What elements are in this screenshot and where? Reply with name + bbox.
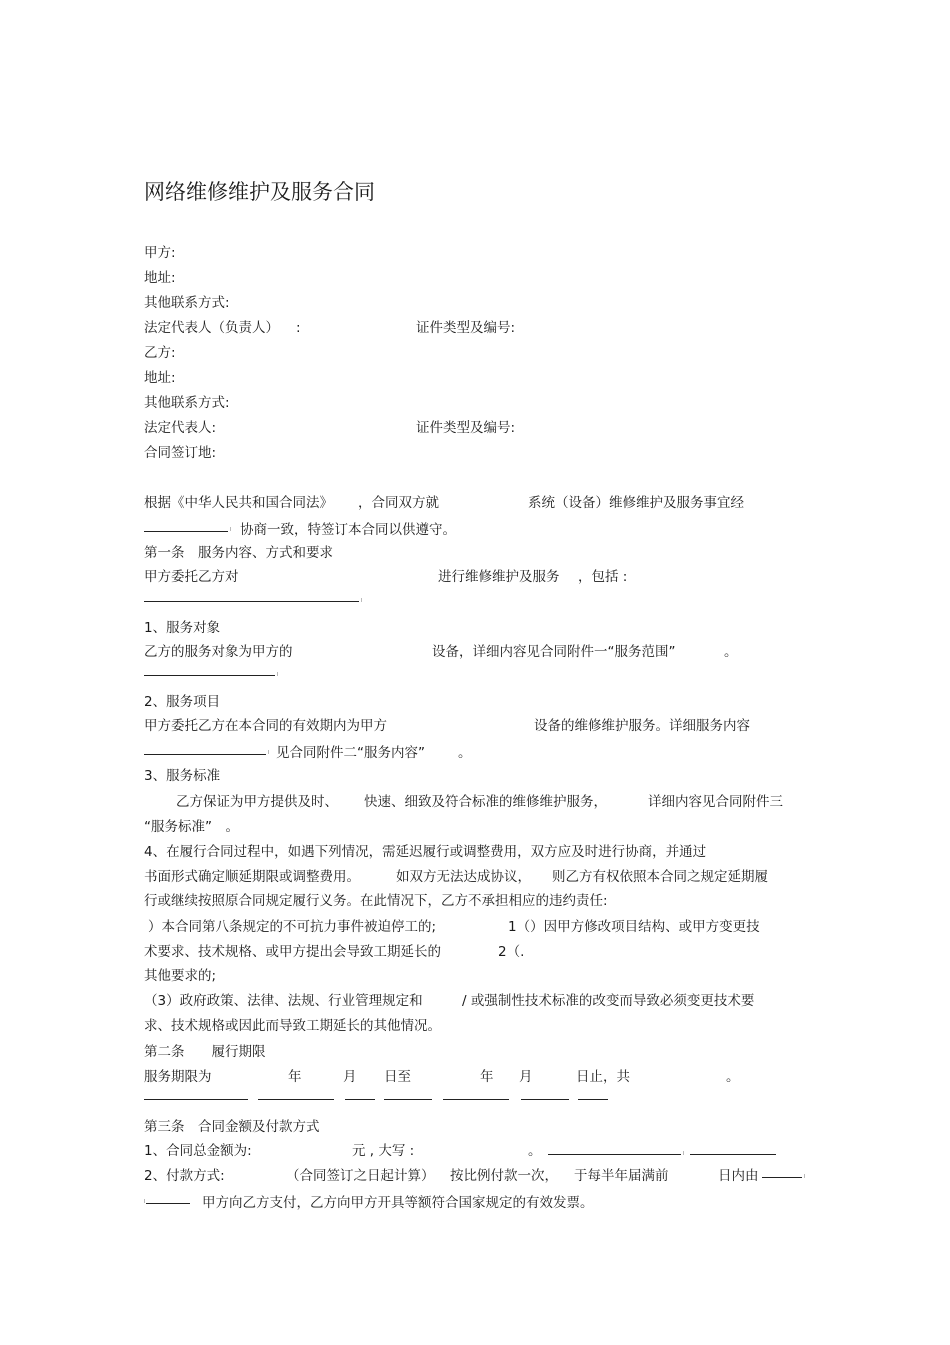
party-b-rep-label: 法定代表人: xyxy=(144,420,217,436)
clause-4-line-d1: ）本合同第八条规定的不可抗力事件被迫停工的; xyxy=(148,919,437,935)
intro-text-d: 协商一致，特签订本合同以供遵守。 xyxy=(240,522,456,538)
clause-4-line-g1: （3）政府政策、法律、法规、行业管理规定和 xyxy=(144,993,423,1009)
intro-text-b: ，合同双方就 xyxy=(358,495,439,511)
blank-underline xyxy=(258,1099,334,1100)
clause-4-line-d2: 1（）因甲方修改项目结构、或甲方变更技 xyxy=(508,919,760,935)
party-a-contact-label: 其他联系方式: xyxy=(144,295,230,311)
service-standard-d: “服务标准” 。 xyxy=(144,819,239,835)
blank-tick xyxy=(277,672,278,676)
blank-underline xyxy=(144,531,228,532)
blank-tick xyxy=(268,750,269,754)
service-items-b: 设备的维修维护服务。详细服务内容 xyxy=(534,718,750,734)
term-day-end: 日止，共 xyxy=(576,1069,630,1085)
blank-tick xyxy=(804,1174,805,1178)
blank-underline xyxy=(548,1154,681,1155)
party-a-address-label: 地址: xyxy=(144,270,176,286)
service-standard-c: 详细内容见合同附件三 xyxy=(648,794,783,810)
term-period: 。 xyxy=(726,1069,740,1085)
clause-4-line-e2: 2（. xyxy=(498,944,525,960)
service-items-c: 见合同附件二“服务内容” xyxy=(276,745,425,761)
payment-within-days: 日内由 xyxy=(718,1168,759,1184)
blank-underline xyxy=(762,1177,802,1178)
article-1-heading: 第一条 服务内容、方式和要求 xyxy=(144,545,333,561)
service-object-c: 。 xyxy=(724,644,738,660)
clause-4-line-h: 求、技术规格或因此而导致工期延长的其他情况。 xyxy=(144,1018,441,1034)
art1-line1-a: 甲方委托乙方对 xyxy=(144,569,239,585)
term-year-1: 年 xyxy=(288,1069,302,1085)
total-amount-label: 1、合同总金额为: xyxy=(144,1143,252,1159)
art1-line1-c: ，包括 : xyxy=(578,569,628,585)
clause-4-line-a: 4、在履行合同过程中，如遇下列情况，需延迟履行或调整费用，双方应及时进行协商，并通过 xyxy=(144,844,707,860)
clause-4-line-e1: 术要求、技术规格、或甲方提出会导致工期延长的 xyxy=(144,944,441,960)
service-standard-title: 3、服务标准 xyxy=(144,768,221,784)
blank-underline xyxy=(144,675,275,676)
blank-underline xyxy=(144,1099,248,1100)
payment-label: 2、付款方式: xyxy=(144,1168,225,1184)
service-standard-b: 快速、细致及符合标准的维修维护服务， xyxy=(364,794,607,810)
blank-underline xyxy=(144,754,266,755)
clause-4-line-g2: / 或强制性技术标准的改变而导致必须变更技术要 xyxy=(462,993,755,1009)
party-b-id-label: 证件类型及编号: xyxy=(416,420,516,436)
party-b-label: 乙方: xyxy=(144,345,176,361)
document-title: 网络维修维护及服务合同 xyxy=(144,180,375,204)
total-amount-capital: 元 , 大写 : xyxy=(352,1143,415,1159)
party-a-rep-colon: : xyxy=(296,320,301,336)
party-b-address-label: 地址: xyxy=(144,370,176,386)
payment-from-date: （合同签订之日起计算） xyxy=(286,1168,435,1184)
service-object-b: 设备，详细内容见合同附件一“服务范围” xyxy=(432,644,676,660)
term-label: 服务期限为 xyxy=(144,1069,212,1085)
sign-place-label: 合同签订地: xyxy=(144,445,217,461)
total-amount-period: 。 xyxy=(528,1143,542,1159)
service-items-d: 。 xyxy=(458,745,472,761)
blank-underline xyxy=(146,1203,190,1204)
service-items-title: 2、服务项目 xyxy=(144,694,221,710)
term-year-2: 年 xyxy=(480,1069,494,1085)
blank-underline xyxy=(521,1099,569,1100)
blank-tick xyxy=(230,527,231,531)
clause-4-line-b2: 如双方无法达成协议， xyxy=(396,869,531,885)
party-b-contact-label: 其他联系方式: xyxy=(144,395,230,411)
art1-line1-b: 进行维修维护及服务 xyxy=(438,569,560,585)
clause-4-line-b1: 书面形式确定顺延期限或调整费用。 xyxy=(144,869,360,885)
intro-text-a: 根据《中华人民共和国合同法》 xyxy=(144,495,333,511)
article-3-heading: 第三条 合同金额及付款方式 xyxy=(144,1119,320,1135)
service-object-a: 乙方的服务对象为甲方的 xyxy=(144,644,293,660)
payment-proportion: 按比例付款一次， xyxy=(450,1168,558,1184)
blank-underline xyxy=(443,1099,509,1100)
blank-tick xyxy=(361,598,362,602)
term-month-1: 月 xyxy=(343,1069,357,1085)
clause-4-line-f: 其他要求的; xyxy=(144,968,217,984)
blank-underline xyxy=(578,1099,608,1100)
clause-4-line-b3: 则乙方有权依照本合同之规定延期履 xyxy=(552,869,768,885)
blank-underline xyxy=(690,1154,776,1155)
term-day-to: 日至 xyxy=(384,1069,411,1085)
article-2-heading: 第二条 履行期限 xyxy=(144,1044,266,1060)
party-a-rep-label: 法定代表人（负责人） xyxy=(144,320,279,336)
service-items-a: 甲方委托乙方在本合同的有效期内为甲方 xyxy=(144,718,387,734)
payment-invoice-text: 甲方向乙方支付，乙方向甲方开具等额符合国家规定的有效发票。 xyxy=(202,1195,594,1211)
term-month-2: 月 xyxy=(519,1069,533,1085)
party-a-label: 甲方: xyxy=(144,245,176,261)
intro-text-c: 系统（设备）维修维护及服务事宜经 xyxy=(528,495,744,511)
service-standard-a: 乙方保证为甲方提供及时、 xyxy=(176,794,338,810)
service-object-title: 1、服务对象 xyxy=(144,620,221,636)
blank-underline xyxy=(384,1099,432,1100)
blank-underline xyxy=(144,601,359,602)
payment-half-year: 于每半年届满前 xyxy=(574,1168,669,1184)
blank-underline xyxy=(345,1099,375,1100)
clause-4-line-c: 行或继续按照原合同规定履行义务。在此情况下，乙方不承担相应的违约责任: xyxy=(144,893,608,909)
blank-tick xyxy=(683,1151,684,1155)
party-a-id-label: 证件类型及编号: xyxy=(416,320,516,336)
blank-tick xyxy=(144,1199,145,1203)
